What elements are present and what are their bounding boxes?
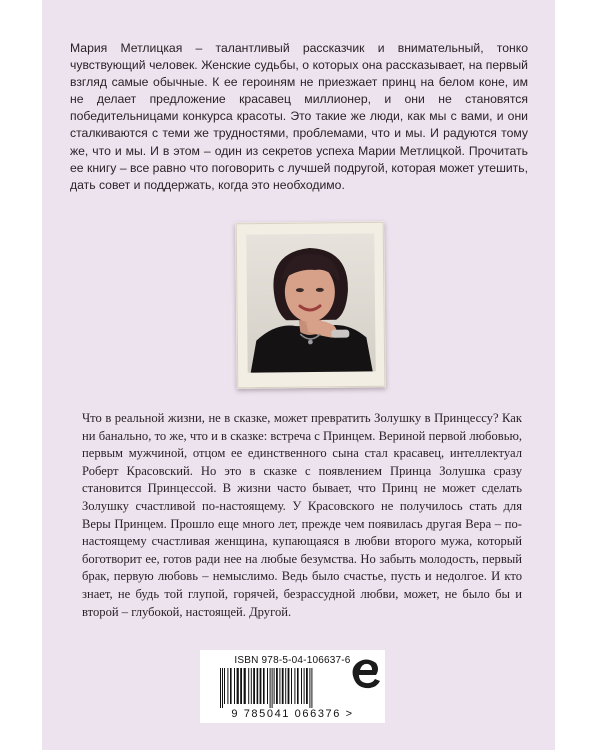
author-photo xyxy=(235,221,386,389)
barcode-bar xyxy=(274,668,275,704)
barcode-bar xyxy=(288,668,290,704)
barcode-bar xyxy=(227,668,228,704)
barcode-bar xyxy=(234,668,235,704)
barcode-bars xyxy=(218,668,368,708)
barcode-bar xyxy=(282,668,284,704)
barcode-bar xyxy=(267,668,268,704)
author-bio-text: Мария Метлицкая – талантливый рассказчик и внимательный, тонко чувствующий человек. Женские судьбы, о которых она рассказывает, на первый взгляд самые обычные. К ее героиням не приезжает принц на белом коне, им не делает предложение красавец миллионер, и они не становятся победительницами конкурса красоты. Это такие же люди, как мы с вами, и они сталкиваются с теми же трудностями, проблемами, что и мы. И радуются тому же, что и мы. И в этом – один из секретов успеха Марии Метлицкой. Прочитать ее книгу – все равно что поговорить с лучшей подругой, которая может утешить, дать совет и поддержать, когда это необходимо. xyxy=(70,41,528,192)
book-annotation-text: Что в реальной жизни, не в сказке, может превратить Золушку в Принцессу? Как ни банально, то же, что и в сказке: встреча с Принцем. Вериной первой любовью, первым мужчиной, отцом ее единственного сына стал красавец, интеллектуал Роберт Красовский. Но это в сказке с появлением Принца Золушка сразу становится Принцессой. В жизни часто бывает, что Принц не может сделать Золушку счастливой по-настоящему. У Красовского не получилось стать для Веры Принцем. Прошло еще много лет, прежде чем появилась другая Вера – по-настоящему счастливая женщина, купающаяся в любви второго мужа, который боготворит ее, готов ради нее на любые безумства. Но забыть молодость, первый брак, первую любовь – немыслимо. Ведь было счастье, пусть и недолгое. И кто знает, не будь той глупой, горячей, безрассудной любви, может, не было бы и второй – глубокой, настоящей. Другой. xyxy=(82,411,522,619)
barcode-bar xyxy=(309,668,310,708)
author-portrait-illustration xyxy=(235,221,386,389)
barcode-bar xyxy=(294,668,295,704)
barcode-bar xyxy=(301,668,302,704)
barcode-bar xyxy=(297,668,299,704)
barcode-bar xyxy=(279,668,280,704)
publisher-logo-icon xyxy=(350,655,382,693)
barcode-bar xyxy=(311,668,312,708)
barcode-bar xyxy=(237,668,239,704)
barcode-bar xyxy=(270,668,271,708)
barcode-bar xyxy=(224,668,225,704)
barcode-bar xyxy=(304,668,305,704)
barcode-bar xyxy=(260,668,262,704)
barcode-bar xyxy=(220,668,221,708)
barcode-bar xyxy=(285,668,286,704)
barcode-digits: 9 785041 066376 > xyxy=(231,708,354,720)
barcode-bar xyxy=(263,668,265,704)
barcode-bar xyxy=(251,668,252,704)
barcode-bar xyxy=(257,668,259,704)
barcode-bar xyxy=(276,668,278,704)
barcode-bar xyxy=(248,668,249,704)
barcode-bar xyxy=(240,668,242,704)
barcode-bar xyxy=(253,668,255,704)
isbn-label: ISBN 978-5-04-106637-6 xyxy=(234,655,351,666)
barcode-bar xyxy=(291,668,292,704)
barcode-bar xyxy=(272,668,273,708)
barcode-bar xyxy=(306,668,308,704)
barcode-bar xyxy=(244,668,246,704)
barcode-bar xyxy=(230,668,232,704)
barcode-bar xyxy=(222,668,223,708)
